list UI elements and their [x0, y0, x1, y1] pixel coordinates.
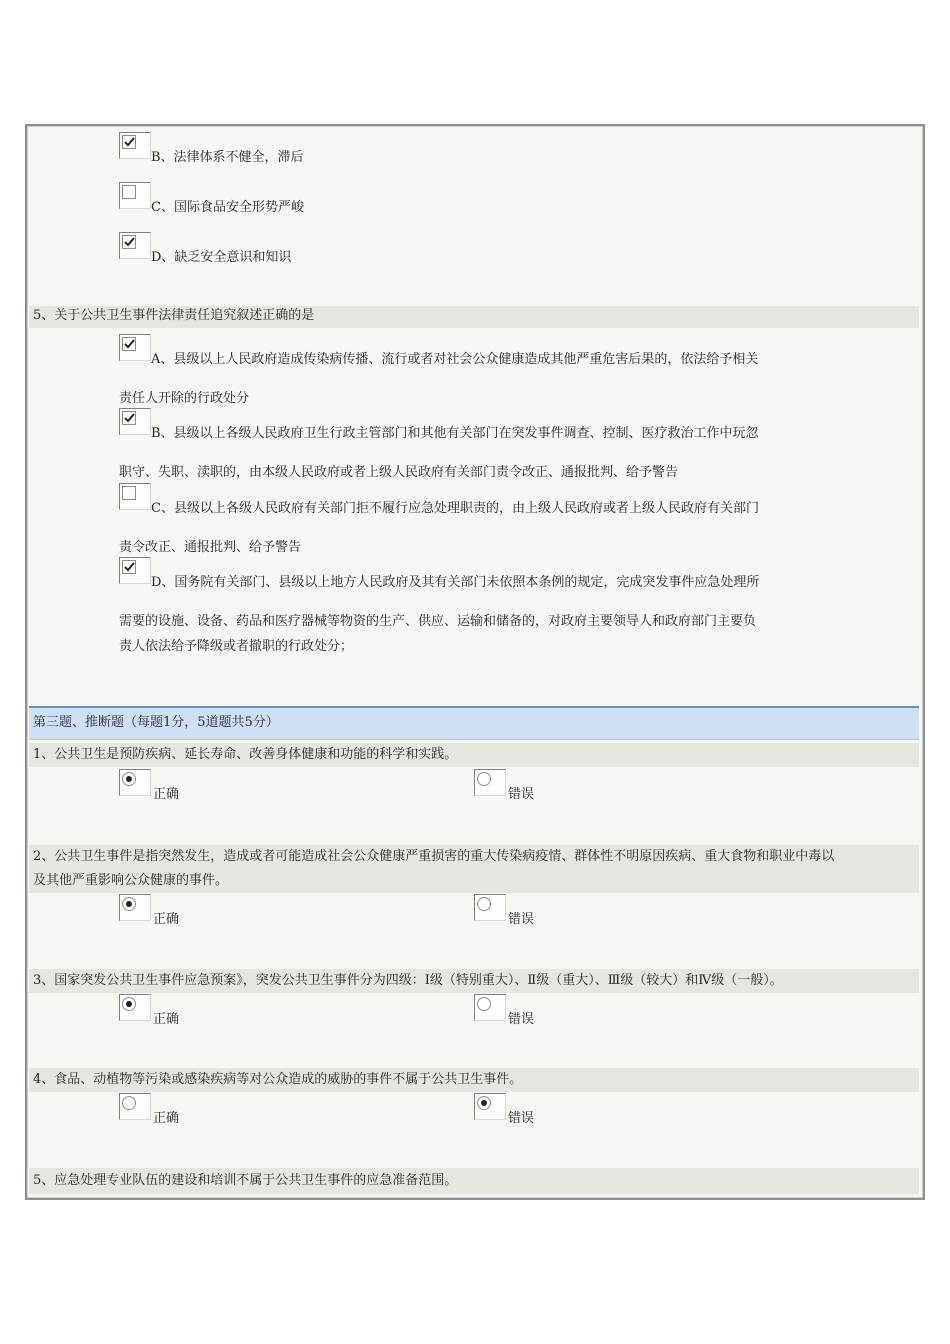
checkmark-icon: [124, 562, 135, 573]
question-title: 3、国家突发公共卫生事件应急预案》，突发公共卫生事件分为四级：Ⅰ级（特别重大）、Ⅱ级（重大）、Ⅲ级（较大）和Ⅳ级（一般）。: [29, 969, 919, 993]
radio-frame: [119, 1093, 151, 1120]
option-label: 错误: [508, 1111, 535, 1126]
option-label: D、国务院有关部门、县级以上地方人民政府及其有关部门未依照本条例的规定，完成突发事件应急处理所: [151, 575, 760, 590]
option-label-continued: 需要的设施、设备、药品和医疗器械等物资的生产、供应、运输和储备的，对政府主要领导人和政府部门主要负: [119, 614, 757, 629]
checkbox-frame: [119, 232, 151, 259]
option-label: D、缺乏安全意识和知识: [151, 250, 292, 265]
checkbox[interactable]: [122, 560, 136, 574]
option-label: B、法律体系不健全，滞后: [151, 150, 304, 165]
question-title: 5、应急处理专业队伍的建设和培训不属于公共卫生事件的应急准备范围。: [29, 1168, 919, 1194]
option-label: 正确: [153, 787, 180, 802]
question-title: 1、公共卫生是预防疾病、延长寿命、改善身体健康和功能的科学和实践。: [29, 743, 919, 767]
radio-button[interactable]: [122, 1096, 136, 1110]
checkbox[interactable]: [122, 185, 136, 199]
option-label: A、县级以上人民政府造成传染病传播、流行或者对社会公众健康造成其他严重危害后果的，依法给予相关: [151, 352, 759, 367]
radio-frame: [474, 894, 506, 921]
option-label-continued: 责任人开除的行政处分: [119, 391, 250, 406]
quiz-panel: [25, 124, 925, 1200]
checkbox-frame: [119, 483, 151, 510]
checkbox-frame: [119, 132, 151, 159]
option-label-continued: 责令改正、通报批判、给予警告: [119, 540, 302, 555]
checkmark-icon: [124, 413, 135, 424]
checkmark-icon: [124, 137, 135, 148]
radio-button[interactable]: [477, 897, 491, 911]
radio-selected-dot: [126, 1001, 132, 1007]
checkbox-frame: [119, 182, 151, 209]
option-label: B、县级以上各级人民政府卫生行政主管部门和其他有关部门在突发事件调查、控制、医疗救治工作中玩忽: [151, 426, 759, 441]
radio-button[interactable]: [122, 997, 136, 1011]
option-label-continued: 责人依法给予降级或者撤职的行政处分；: [119, 639, 354, 654]
radio-selected-dot: [481, 1100, 487, 1106]
checkbox[interactable]: [122, 135, 136, 149]
option-label-continued: 职守、失职、渎职的，由本级人民政府或者上级人民政府有关部门责令改正、通报批判、给予警告: [119, 465, 679, 480]
option-label: 错误: [508, 787, 535, 802]
radio-button[interactable]: [122, 897, 136, 911]
question-title: [29, 845, 919, 893]
option-label: C、县级以上各级人民政府有关部门拒不履行应急处理职责的，由上级人民政府或者上级人民政府有关部门: [151, 501, 759, 516]
option-label: 错误: [508, 912, 535, 927]
option-label: 错误: [508, 1012, 535, 1027]
section-header: 第三题、推断题（每题1分，5道题共5分）: [29, 706, 919, 740]
option-label: 正确: [153, 1111, 180, 1126]
checkbox-frame: [119, 557, 151, 584]
question-title: 5、关于公共卫生事件法律责任追究叙述正确的是: [29, 306, 919, 328]
checkbox[interactable]: [122, 486, 136, 500]
radio-frame: [474, 769, 506, 796]
checkbox-frame: [119, 334, 151, 361]
radio-frame: [119, 769, 151, 796]
option-label: 正确: [153, 912, 180, 927]
radio-selected-dot: [126, 776, 132, 782]
checkbox[interactable]: [122, 411, 136, 425]
option-label: C、国际食品安全形势严峻: [151, 200, 304, 215]
checkbox-frame: [119, 408, 151, 435]
radio-frame: [474, 994, 506, 1021]
checkbox[interactable]: [122, 337, 136, 351]
checkbox[interactable]: [122, 235, 136, 249]
radio-button[interactable]: [122, 772, 136, 786]
question-line: 及其他严重影响公众健康的事件。: [33, 873, 229, 888]
question-title: 4、食品、动植物等污染或感染疾病等对公众造成的威胁的事件不属于公共卫生事件。: [29, 1068, 919, 1092]
radio-frame: [474, 1093, 506, 1120]
radio-button[interactable]: [477, 1096, 491, 1110]
radio-button[interactable]: [477, 997, 491, 1011]
radio-frame: [119, 994, 151, 1021]
radio-button[interactable]: [477, 772, 491, 786]
radio-frame: [119, 894, 151, 921]
question-line: 2、公共卫生事件是指突然发生，造成或者可能造成社会公众健康严重损害的重大传染病疫情、群体性不明原因疾病、重大食物和职业中毒以: [33, 849, 835, 864]
radio-selected-dot: [126, 901, 132, 907]
checkmark-icon: [124, 237, 135, 248]
checkmark-icon: [124, 339, 135, 350]
option-label: 正确: [153, 1012, 180, 1027]
